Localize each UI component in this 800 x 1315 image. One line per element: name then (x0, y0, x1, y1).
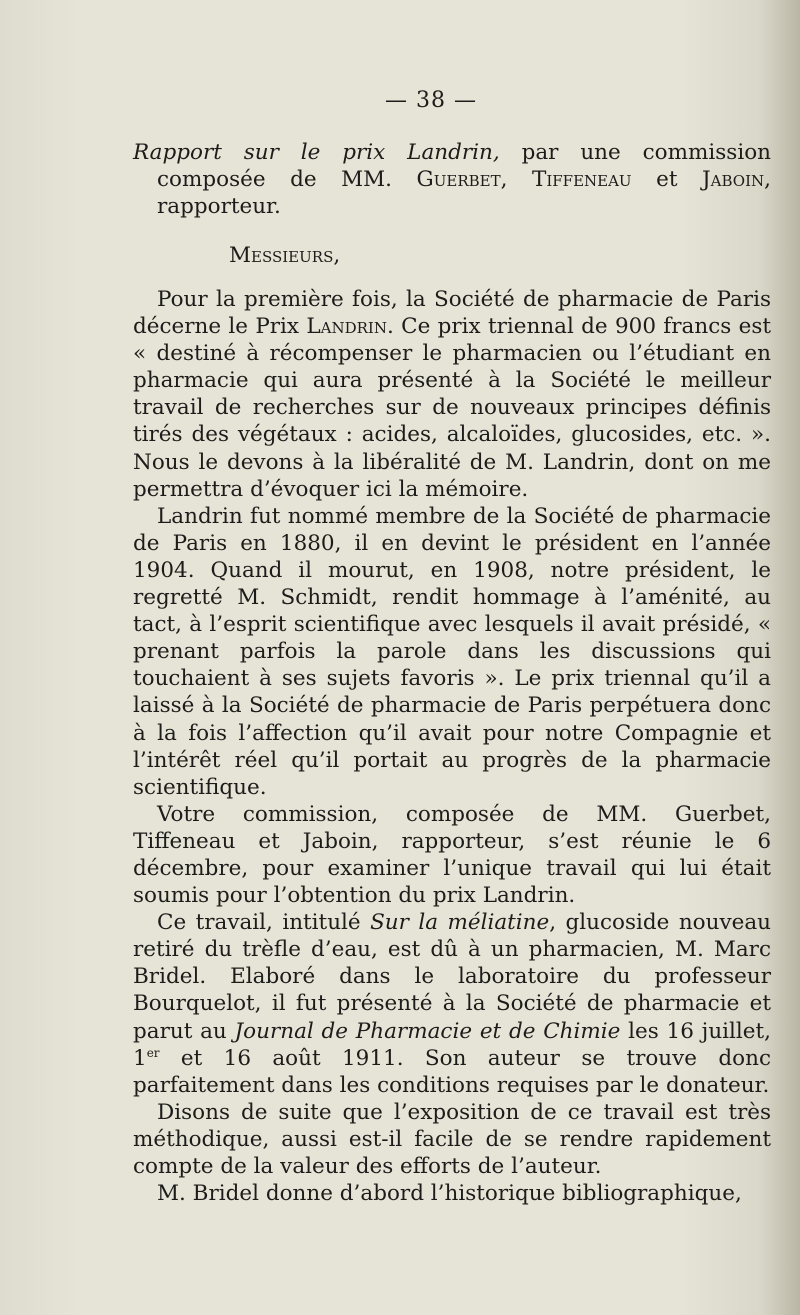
paragraph-4 (133, 909, 771, 1099)
heading-sep-2: et (631, 167, 703, 193)
salutation: Messieurs, (229, 243, 341, 268)
member-name-guerbet: Guerbet (416, 167, 501, 193)
paragraph-4-part-d: et 16 août 1911. Son auteur se trouve donc parfaitement dans les conditions requises par le donateur. (133, 1045, 771, 1098)
paragraph-4-part-c: les 16 juillet, 1 (133, 1018, 771, 1071)
paragraph-6: M. Bridel donne d’abord l’historique bibliographique, (157, 1181, 742, 1207)
report-heading-text (133, 139, 771, 220)
heading-sep-1: , (500, 167, 532, 193)
paragraph-1-part-b: . Ce prix triennal de 900 francs est « destiné à récompenser le pharmacien ou l’étudiant en pharmacie qui aura présenté à la Société le meilleur travail de recherches sur de nouveaux principes définis tirés des végétaux : acides, alcaloïdes, glucosides, etc. ». Nous le devons à la libéralité de M. Landrin, dont on me permettra d’évoquer ici la mémoire. (133, 314, 771, 502)
page-number: — 38 — (385, 88, 477, 113)
heading-text-1: par une commission composée de MM. (157, 140, 771, 193)
heading-text-2: , rapporteur. (157, 167, 771, 220)
paragraph-5: Disons de suite que l’exposition de ce travail est très méthodique, aussi est-il facile de se rendre rapidement compte de la valeur des efforts de l’auteur. (133, 1099, 771, 1179)
paragraph-3: Votre commission, composée de MM. Guerbet, Tiffeneau et Jaboin, rapporteur, s’est réunie le 6 décembre, pour examiner l’unique travail qui lui était soumis pour l’obtention du prix Landrin. (133, 801, 771, 909)
paragraph-1-part-a: Pour la première fois, la Société de pharmacie de Paris décerne le Prix (133, 287, 771, 340)
report-heading (133, 139, 771, 220)
work-title: Sur la méliatine (370, 910, 550, 936)
report-body (133, 286, 771, 1207)
member-name-jaboin: Jaboin (702, 167, 765, 193)
member-name-tiffeneau: Tiffeneau (531, 167, 632, 193)
paragraph-1 (133, 286, 771, 503)
paragraph-4-part-b: , glucoside nouveau retiré du trèfle d’eau, est dû à un pharmacien, M. Marc Bridel. Elaboré dans le laboratoire du professeur Bourquelot, il fut présenté à la Société de pharmacie et parut au (133, 910, 772, 1044)
prize-name: Landrin (306, 314, 387, 340)
journal-title: Journal de Pharmacie et de Chimie (234, 1018, 621, 1044)
paragraph-4-part-a: Ce travail, intitulé (157, 910, 371, 936)
report-title: Rapport sur le prix Landrin, (133, 140, 500, 165)
paragraph-2: Landrin fut nommé membre de la Société de pharmacie de Paris en 1880, il en devint le président en l’année 1904. Quand il mourut, en 1908, notre président, le regretté M. Schmidt, rendit hommage à l’aménité, au tact, à l’esprit scientifique avec lesquels il avait présidé, « prenant parfois la parole dans les discussions qui touchaient à ses sujets favoris ». Le prix triennal qu’il a laissé à la Société de pharmacie de Paris perpétuera donc à la fois l’affection qu’il avait pour notre Compagnie et l’intérêt réel qu’il portait au progrès de la pharmacie scientifique. (133, 503, 771, 800)
ordinal-superscript: er (146, 1045, 160, 1060)
